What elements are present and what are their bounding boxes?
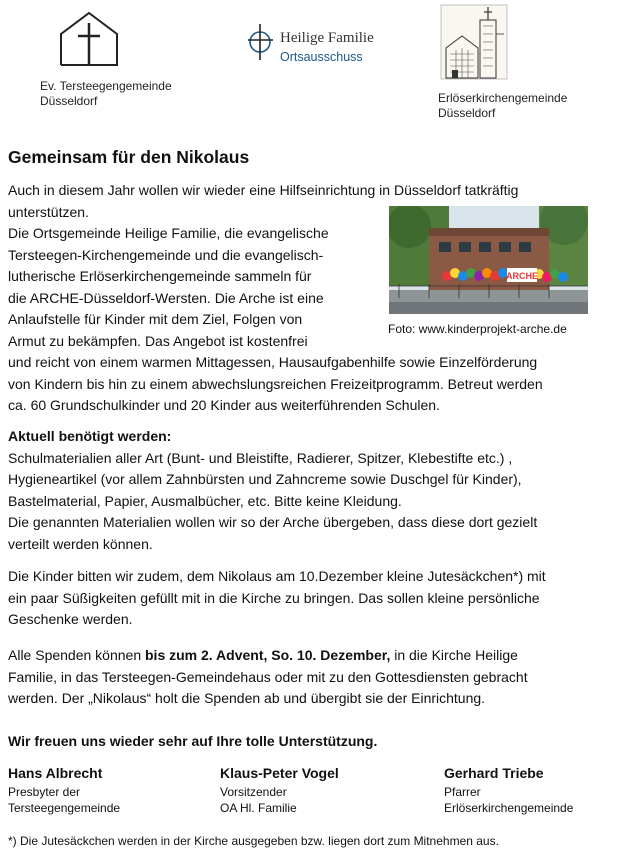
intro-paragraph-2: Die Ortsgemeinde Heilige Familie, die evangelische Tersteegen-Kirchengemeinde und die evangelisch- lutherische Erlöserkirchengemeinde sammeln für die ARCHE-Düsseldorf-Wersten. Die Arche ist eine Anlaufstelle für Kinder mit dem Ziel, Folgen von Armut zu bekämpfen. Das Angebot ist kostenfrei xyxy=(8,225,329,349)
ortsausschuss-label: Ortsausschuss xyxy=(280,50,363,64)
arche-photo xyxy=(389,206,588,314)
signature-vogel: Klaus-Peter Vogel Vorsitzender OA Hl. Familie xyxy=(220,765,339,815)
intro-paragraph-2-continued: und reicht von einem warmen Mittagessen, Hausaufgabenhilfe sowie Einzelförderung von Kindern bis hin zu einem abwechslungsreichen Freizeitprogramm. Betreut werden ca. 60 Grundschulkinder und 20 Kinder aus weiterführenden Schulen. xyxy=(8,354,543,413)
page-title: Gemeinsam für den Nikolaus xyxy=(8,147,250,167)
signature-albrecht: Hans Albrecht Presbyter der Tersteegengemeinde xyxy=(8,765,121,815)
needed-heading: Aktuell benötigt werden: xyxy=(8,428,172,444)
photo-caption: Foto: www.kinderprojekt-arche.de xyxy=(388,322,567,336)
tersteegen-logo xyxy=(58,10,120,66)
house-cross-icon xyxy=(58,10,120,66)
circle-cross-icon xyxy=(246,22,276,62)
heilige-familie-title: Heilige Familie xyxy=(280,30,374,46)
church-building-icon xyxy=(440,4,508,80)
tersteegen-caption: Ev. Tersteegengemeinde Düsseldorf xyxy=(40,79,172,108)
intro-paragraph-1: Auch in diesem Jahr wollen wir wieder eine Hilfseinrichtung in Düsseldorf tatkräftig unterstützen. xyxy=(8,182,519,220)
arche-sign-text: ARCHE xyxy=(505,271,539,281)
needed-section: Aktuell benötigt werden: Schulmaterialien aller Art (Bunt- und Bleistifte, Radierer, Spitzer, Klebestifte etc.) , Hygieneartikel (vor allem Zahnbürsten und Zahncreme sowie Duschgel für Kinder), Bastelmaterial, Papier, Ausmalbücher, etc. Bitte keine Kleidung. Die genannten Materialien wollen wir so der Arche übergeben, dass diese dort gezielt verteilt werden können. xyxy=(8,426,618,555)
donations-paragraph: Alle Spenden können bis zum 2. Advent, So. 10. Dezember, in die Kirche Heilige Familie, in das Tersteegen-Gemeindehaus oder mit zu den Gottesdiensten gebracht werden. Der „Nikolaus“ holt die Spenden ab und übergibt sie der Einrichtung. xyxy=(8,647,528,706)
erloeserkirche-logo xyxy=(440,4,508,80)
arche-building-image xyxy=(389,206,588,314)
erloeser-caption: Erlöserkirchengemeinde Düsseldorf xyxy=(438,91,568,120)
thanks-line: Wir freuen uns wieder sehr auf Ihre tolle Unterstützung. xyxy=(8,733,378,749)
footnote: *) Die Jutesäckchen werden in der Kirche ausgegeben bzw. liegen dort zum Mitnehmen aus. xyxy=(8,834,499,848)
signature-triebe: Gerhard Triebe Pfarrer Erlöserkirchengemeinde xyxy=(444,765,574,815)
kids-paragraph: Die Kinder bitten wir zudem, dem Nikolaus am 10.Dezember kleine Jutesäckchen*) mit ein paar Süßigkeiten gefüllt mit in die Kirche zu bringen. Das sollen kleine persönliche Geschenke werden. xyxy=(8,568,546,627)
heilige-familie-logo xyxy=(246,22,276,62)
